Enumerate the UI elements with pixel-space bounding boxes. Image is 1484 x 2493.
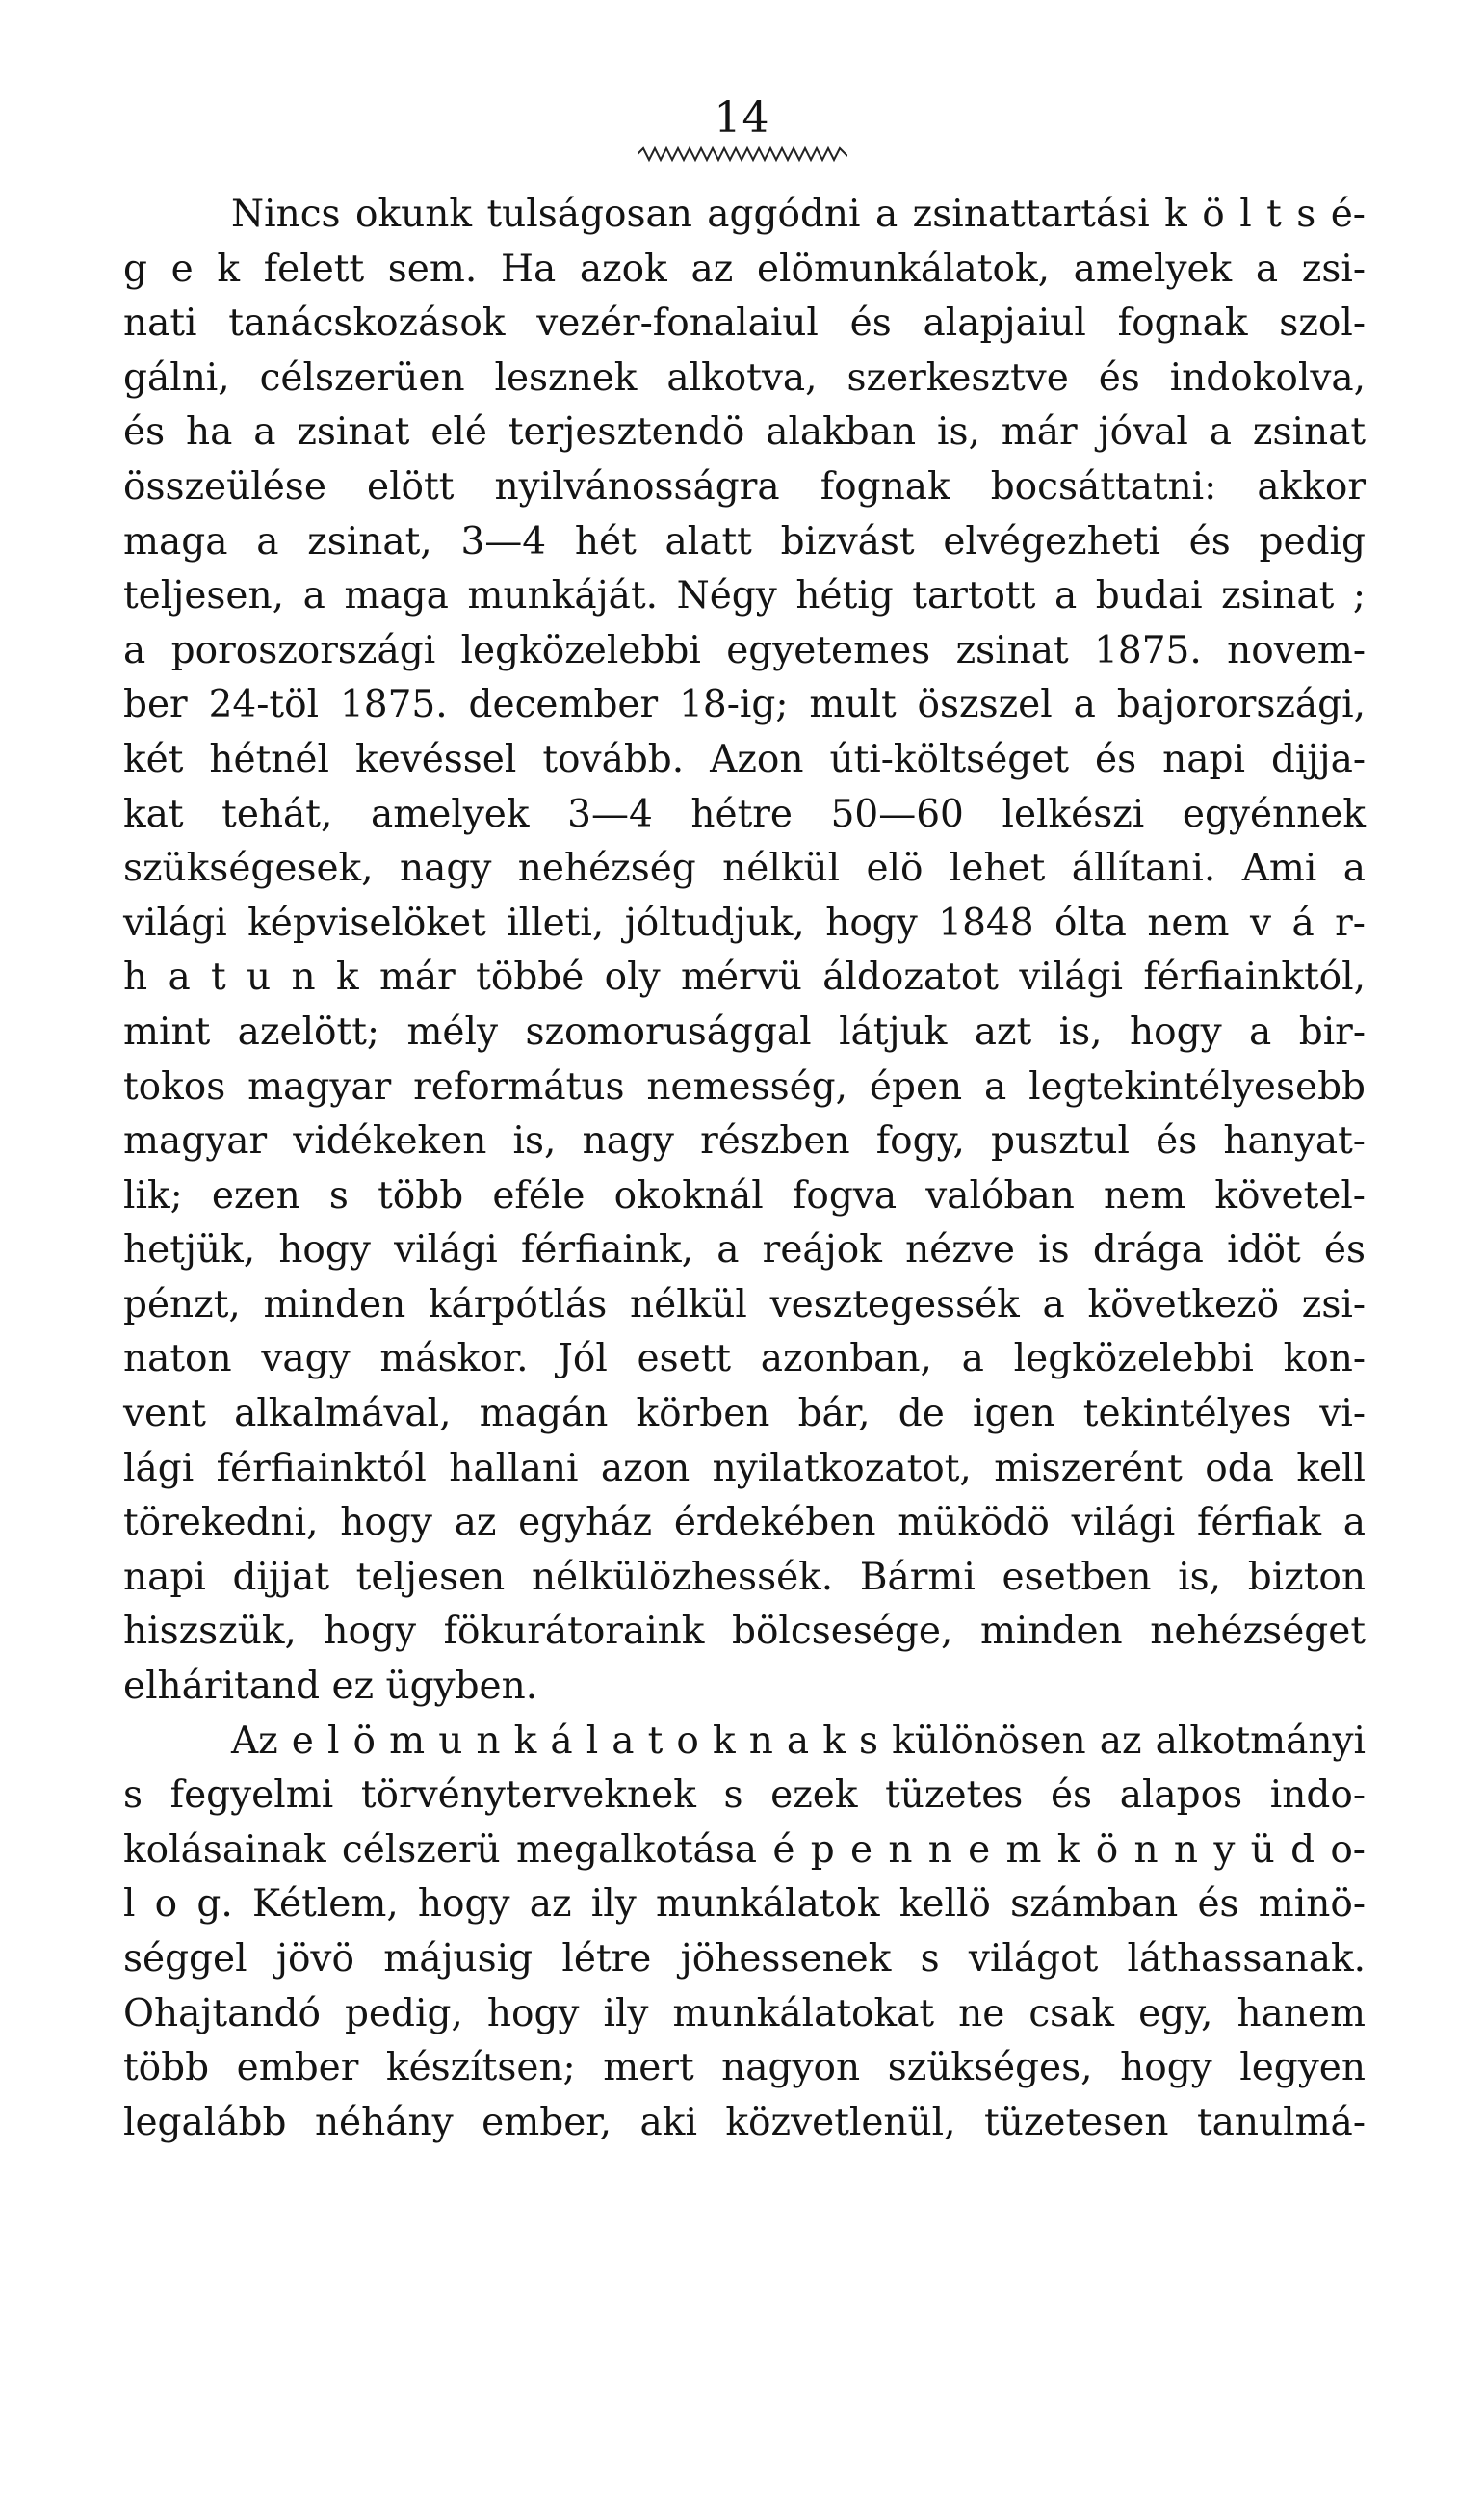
text-line: mint azelött; mély szomorusággal látjuk azt is, hogy a bir- [123, 1010, 1366, 1054]
text-line: elháritand ez ügyben. [123, 1665, 538, 1709]
text-line: Az e l ö m u n k á l a t o k n a k s különösen az alkotmányi [231, 1719, 1366, 1763]
text-line: hetjük, hogy világi férfiaink, a reájok nézve is drága idöt és [123, 1228, 1366, 1273]
body-text [123, 188, 1366, 2150]
text-line: Ohajtandó pedig, hogy ily munkálatokat ne csak egy, hanem [123, 1991, 1366, 2035]
text-line: Nincs okunk tulságosan aggódni a zsinattartási k ö l t s é- [231, 193, 1366, 236]
text-line: nati tanácskozások vezér-fonalaiul és alapjaiul fognak szol- [123, 302, 1366, 346]
text-line: gálni, célszerüen lesznek alkotva, szerkesztve és indokolva, [123, 355, 1366, 400]
text-line: tokos magyar református nemesség, épen a legtekintélyesebb [123, 1064, 1366, 1109]
text-line: összeülése elött nyilvánosságra fognak bocsáttatni: akkor [123, 464, 1366, 509]
page-number-ornament [638, 144, 847, 164]
text-line: teljesen, a maga munkáját. Négy hétig tartott a budai zsinat ; [123, 574, 1366, 618]
text-line: kolásainak célszerü megalkotása é p e n n e m k ö n n y ü d o- [123, 1827, 1366, 1872]
text-line: h a t u n k már többé oly mérvü áldozatot világi férfiainktól, [123, 956, 1366, 1000]
text-line: s fegyelmi törvényterveknek s ezek tüzetes és alapos indo- [123, 1773, 1366, 1818]
text-line: g e k felett sem. Ha azok az elömunkálatok, amelyek a zsi- [123, 247, 1366, 291]
text-line: és ha a zsinat elé terjesztendö alakban is, már jóval a zsinat [123, 410, 1366, 455]
text-line: l o g. Kétlem, hogy az ily munkálatok kellö számban és minö- [123, 1882, 1366, 1927]
page-number: 14 [714, 93, 770, 143]
text-line: napi dijjat teljesen nélkülözhessék. Bármi esetben is, bizton [123, 1555, 1366, 1599]
text-line: legalább néhány ember, aki közvetlenül, tüzetesen tanulmá- [123, 2100, 1366, 2144]
text-line: szükségesek, nagy nehézség nélkül elö lehet állítani. Ami a [123, 847, 1366, 891]
text-line: hiszszük, hogy fökurátoraink bölcsesége, minden nehézséget [123, 1610, 1366, 1654]
text-line: lik; ezen s több eféle okoknál fogva valóban nem követel- [123, 1173, 1366, 1218]
text-line: lági férfiainktól hallani azon nyilatkozatot, miszerént oda kell [123, 1446, 1366, 1490]
text-line: törekedni, hogy az egyház érdekében müködö világi férfiak a [123, 1501, 1366, 1545]
text-line: naton vagy máskor. Jól esett azonban, a legközelebbi kon- [123, 1337, 1366, 1381]
text-line: kat tehát, amelyek 3—4 hétre 50—60 lelkészi egyénnek [123, 792, 1366, 836]
text-line: világi képviselöket illeti, jóltudjuk, hogy 1848 ólta nem v á r- [123, 901, 1366, 945]
text-line: a poroszországi legközelebbi egyetemes zsinat 1875. novem- [123, 628, 1366, 672]
text-line: ber 24-töl 1875. december 18-ig; mult öszszel a bajorországi, [123, 683, 1366, 727]
text-line: két hétnél kevéssel tovább. Azon úti-költséget és napi dijja- [123, 737, 1366, 781]
text-line: maga a zsinat, 3—4 hét alatt bizvást elvégezheti és pedig [123, 519, 1366, 564]
text-line: vent alkalmával, magán körben bár, de igen tekintélyes vi- [123, 1392, 1366, 1436]
text-line: séggel jövö májusig létre jöhessenek s világot láthassanak. [123, 1937, 1366, 1981]
text-line: magyar vidékeken is, nagy részben fogy, pusztul és hanyat- [123, 1119, 1366, 1164]
text-line: pénzt, minden kárpótlás nélkül vesztegessék a következö zsi- [123, 1282, 1366, 1326]
text-line: több ember készítsen; mert nagyon szükséges, hogy legyen [123, 2046, 1366, 2090]
